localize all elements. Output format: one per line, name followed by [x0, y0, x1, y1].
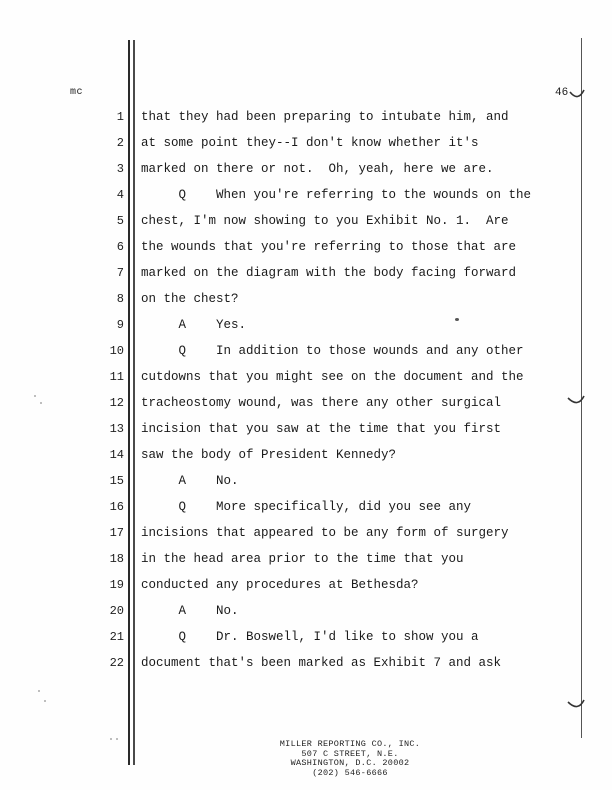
line-number: 8	[116, 292, 124, 306]
transcript-line: marked on there or not. Oh, yeah, here we are.	[141, 162, 494, 176]
scan-speck	[116, 738, 118, 740]
transcript-line: chest, I'm now showing to you Exhibit No. 1. Are	[141, 214, 509, 228]
transcript-line: Q Dr. Boswell, I'd like to show you a	[141, 630, 479, 644]
reporting-company-footer	[250, 740, 450, 778]
reporter-initials: mc	[70, 87, 84, 98]
line-number: 5	[116, 214, 124, 228]
line-number: 9	[116, 318, 124, 332]
transcript-line: A No.	[141, 604, 239, 618]
transcript-line: that they had been preparing to intubate him, and	[141, 110, 509, 124]
line-number: 21	[109, 630, 124, 644]
transcript-line: incisions that appeared to be any form of surgery	[141, 526, 509, 540]
line-number: 2	[116, 136, 124, 150]
line-number: 7	[116, 266, 124, 280]
line-number: 10	[109, 344, 124, 358]
scan-speck	[455, 318, 459, 321]
scan-speck	[34, 395, 36, 397]
transcript-line: Q When you're referring to the wounds on the	[141, 188, 532, 202]
line-number: 13	[109, 422, 124, 436]
transcript-line: Q In addition to those wounds and any other	[141, 344, 524, 358]
line-number: 15	[109, 474, 124, 488]
scan-speck	[40, 402, 42, 404]
line-number: 11	[109, 370, 124, 384]
line-number: 4	[116, 188, 124, 202]
line-number: 17	[109, 526, 124, 540]
transcript-line: saw the body of President Kennedy?	[141, 448, 397, 462]
line-number: 12	[109, 396, 124, 410]
transcript-text	[141, 110, 581, 682]
right-margin-bracket-icon	[566, 696, 590, 716]
line-number: 14	[109, 448, 124, 462]
page-number: 46	[555, 87, 569, 99]
transcript-line: tracheostomy wound, was there any other surgical	[141, 396, 502, 410]
transcript-line: the wounds that you're referring to those that are	[141, 240, 517, 254]
transcript-line: document that's been marked as Exhibit 7 and ask	[141, 656, 502, 670]
footer-company: MILLER REPORTING CO., INC.	[279, 739, 421, 749]
transcript-line: at some point they--I don't know whether it's	[141, 136, 479, 150]
line-number: 20	[109, 604, 124, 618]
transcript-line: A No.	[141, 474, 239, 488]
line-number: 6	[116, 240, 124, 254]
left-margin-rule-inner	[133, 40, 135, 765]
line-number: 1	[116, 110, 124, 124]
line-number: 19	[109, 578, 124, 592]
transcript-line: incision that you saw at the time that you first	[141, 422, 502, 436]
transcript-line: in the head area prior to the time that you	[141, 552, 464, 566]
transcript-line: conducted any procedures at Bethesda?	[141, 578, 419, 592]
right-margin-bracket-icon	[568, 82, 588, 104]
footer-street: 507 C STREET, N.E.	[301, 748, 399, 759]
footer-phone: (202) 546-6666	[312, 767, 388, 778]
transcript-line: A Yes.	[141, 318, 247, 332]
line-number-column	[96, 110, 124, 682]
transcript-line: on the chest?	[141, 292, 239, 306]
scan-speck	[44, 700, 46, 702]
line-number: 18	[109, 552, 124, 566]
scan-speck	[38, 690, 40, 692]
right-margin-rule	[581, 38, 582, 738]
scan-speck	[110, 738, 112, 740]
left-margin-rule-outer	[128, 40, 130, 765]
transcript-line: Q More specifically, did you see any	[141, 500, 472, 514]
line-number: 16	[109, 500, 124, 514]
line-number: 22	[109, 656, 124, 670]
transcript-line: marked on the diagram with the body facing forward	[141, 266, 517, 280]
footer-city: WASHINGTON, D.C. 20002	[290, 758, 410, 768]
transcript-line: cutdowns that you might see on the document and the	[141, 370, 524, 384]
line-number: 3	[116, 162, 124, 176]
